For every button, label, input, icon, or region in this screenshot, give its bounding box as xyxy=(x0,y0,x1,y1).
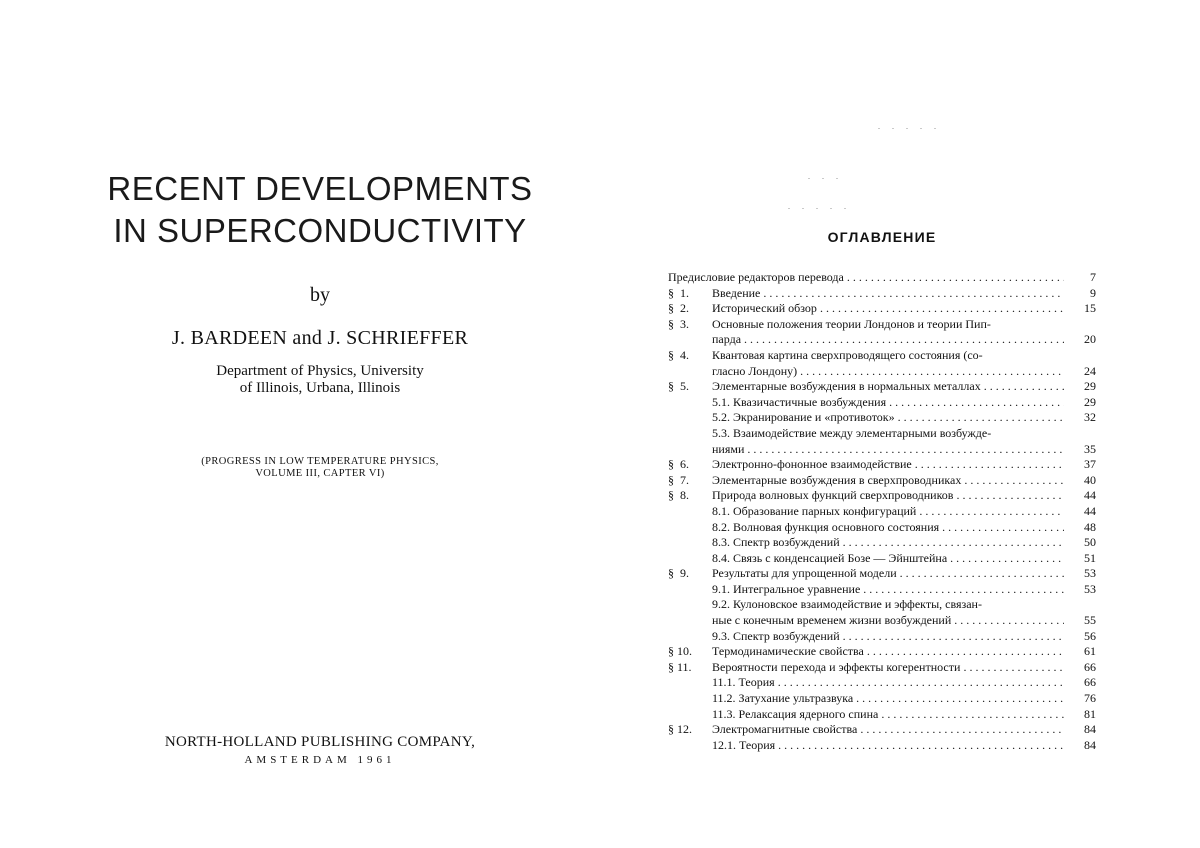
toc-entry xyxy=(668,520,1096,536)
toc-entry xyxy=(668,286,1096,302)
toc-section-number: § 7. xyxy=(668,472,689,487)
toc-entry xyxy=(668,582,1096,598)
toc-page-number: 76 xyxy=(1084,691,1096,706)
contents-page xyxy=(668,0,1096,848)
toc-page-number: 37 xyxy=(1084,457,1096,472)
toc-page-number: 20 xyxy=(1084,332,1096,347)
by-label: by xyxy=(310,284,330,306)
toc-entry xyxy=(668,566,1096,582)
title-line-1: RECENT DEVELOPMENTS xyxy=(107,170,533,207)
toc-entry xyxy=(668,410,1096,426)
department xyxy=(60,363,580,397)
toc-section-number: § 11. xyxy=(668,659,692,674)
toc-page-number: 24 xyxy=(1084,363,1096,378)
toc-entry xyxy=(668,707,1096,723)
toc-entry-title: Вероятности перехода и эффекты когерентности . . . xyxy=(712,660,1064,676)
publisher-block xyxy=(60,734,580,766)
book-title xyxy=(60,168,580,252)
toc-entry-title: Результаты для упрощенной модели . . . xyxy=(712,566,1064,582)
department-line-1: Department of Physics, University xyxy=(216,363,424,379)
toc-page-number: 32 xyxy=(1084,410,1096,425)
toc-entry-title: гласно Лондону) . . . xyxy=(712,364,1064,380)
toc-entry xyxy=(668,473,1096,489)
toc-entry-title: 11.1. Теория . . . xyxy=(712,675,1064,691)
department-line-2: of Illinois, Urbana, Illinois xyxy=(239,380,401,396)
toc-page-number: 9 xyxy=(1090,285,1096,300)
scan-specks: . . . . . xyxy=(878,122,941,131)
toc-entry-title: Термодинамические свойства . . . xyxy=(712,644,1064,660)
toc-page-number: 29 xyxy=(1084,394,1096,409)
toc-section-number: § 8. xyxy=(668,488,689,503)
authors: J. BARDEEN and J. SCHRIEFFER xyxy=(171,327,469,349)
toc-page-number: 84 xyxy=(1084,722,1096,737)
toc-page-number: 66 xyxy=(1084,659,1096,674)
toc-entry-title: 8.1. Образование парных конфигураций . . . xyxy=(712,504,1064,520)
toc-entry xyxy=(668,317,1096,333)
toc-entry xyxy=(668,379,1096,395)
toc-entry xyxy=(668,457,1096,473)
toc-page-number: 66 xyxy=(1084,675,1096,690)
toc-entry-title: 9.1. Интегральное уравнение . . . xyxy=(712,582,1064,598)
toc-entry-title: 9.2. Кулоновское взаимодействие и эффекты, связан- xyxy=(712,597,982,612)
toc-entry-title: Основные положения теории Лондонов и теории Пип- xyxy=(712,316,991,331)
toc-page-number: 44 xyxy=(1084,503,1096,518)
toc-entry-title: Квантовая картина сверхпроводящего состояния (со- xyxy=(712,347,983,362)
toc-page-number: 55 xyxy=(1084,613,1096,628)
toc-entry-title: 12.1. Теория . . . xyxy=(712,738,1064,754)
toc-section-number: § 2. xyxy=(668,301,689,316)
toc-entry-title: 8.2. Волновая функция основного состояния . . . xyxy=(712,520,1064,536)
toc-section-number: § 3. xyxy=(668,316,689,331)
toc-page-number: 61 xyxy=(1084,644,1096,659)
scan-specks: . . . xyxy=(808,172,843,181)
toc-entry-title: Электронно-фононное взаимодействие . . . xyxy=(712,457,1064,473)
toc-entry-title: Элементарные возбуждения в сверхпроводниках . . . xyxy=(712,473,1064,489)
toc-entry xyxy=(668,660,1096,676)
toc-entry xyxy=(668,488,1096,504)
toc-entry-title: Введение . . . xyxy=(712,286,1064,302)
toc-entry xyxy=(668,301,1096,317)
scan-specks: . . . . . xyxy=(788,202,851,211)
toc-page-number: 7 xyxy=(1090,270,1096,284)
toc-entry-title: 11.3. Релаксация ядерного спина . . . xyxy=(712,707,1064,723)
toc-entry xyxy=(668,691,1096,707)
title-page xyxy=(60,0,580,848)
toc-entry xyxy=(668,535,1096,551)
series-note xyxy=(60,456,580,480)
toc-page-number: 29 xyxy=(1084,379,1096,394)
toc-page-number: 40 xyxy=(1084,472,1096,487)
toc-page-number: 51 xyxy=(1084,550,1096,565)
toc-entry xyxy=(668,442,1096,458)
toc-page-number: 81 xyxy=(1084,706,1096,721)
toc-entry xyxy=(668,364,1096,380)
toc-entry-title: 8.3. Спектр возбуждений . . . xyxy=(712,535,1064,551)
toc-entry xyxy=(668,629,1096,645)
toc-entry-title: Электромагнитные свойства . . . xyxy=(712,722,1064,738)
toc-page-number: 50 xyxy=(1084,535,1096,550)
toc-page-number: 48 xyxy=(1084,519,1096,534)
toc-entry-title: ниями . . . xyxy=(712,442,1064,458)
toc-page-number: 53 xyxy=(1084,581,1096,596)
toc-entry xyxy=(668,551,1096,567)
toc-entry xyxy=(668,395,1096,411)
toc-entry xyxy=(668,675,1096,691)
toc-page-number: 35 xyxy=(1084,441,1096,456)
toc-entry-title: 5.1. Квазичастичные возбуждения . . . xyxy=(712,395,1064,411)
toc-entry-title: Исторический обзор . . . xyxy=(712,301,1064,317)
toc-entry xyxy=(668,426,1096,442)
publisher-city-year: AMSTERDAM 1961 xyxy=(244,754,396,766)
series-line-2: VOLUME III, CAPTER VI) xyxy=(255,468,385,479)
toc-entry-title: 5.2. Экранирование и «противоток» . . . xyxy=(712,410,1064,426)
toc-section-number: § 12. xyxy=(668,722,692,737)
toc-section-number: § 5. xyxy=(668,379,689,394)
toc-entry xyxy=(668,597,1096,613)
title-line-2: IN SUPERCONDUCTIVITY xyxy=(113,212,527,249)
toc-entry xyxy=(668,644,1096,660)
toc-entry-title: 5.3. Взаимодействие между элементарными возбужде- xyxy=(712,425,992,440)
toc-entry xyxy=(668,348,1096,364)
toc-page-number: 56 xyxy=(1084,628,1096,643)
toc-entry-title: 8.4. Связь с конденсацией Бозе — Эйнштейна . . . xyxy=(712,551,1064,567)
toc-section-number: § 10. xyxy=(668,644,692,659)
toc-entry-title: Природа волновых функций сверхпроводников . . . xyxy=(712,488,1064,504)
toc-section-number: § 9. xyxy=(668,566,689,581)
toc-page-number: 15 xyxy=(1084,301,1096,316)
toc-page-number: 53 xyxy=(1084,566,1096,581)
toc-entry-title: Элементарные возбуждения в нормальных металлах . . . xyxy=(712,379,1064,395)
table-of-contents xyxy=(668,270,1096,753)
series-line-1: (PROGRESS IN LOW TEMPERATURE PHYSICS, xyxy=(201,456,439,467)
toc-entry xyxy=(668,270,1096,286)
toc-section-number: § 4. xyxy=(668,347,689,362)
toc-entry-title: парда . . . xyxy=(712,332,1064,348)
toc-entry-title: Предисловие редакторов перевода . . . xyxy=(668,270,1064,286)
toc-entry xyxy=(668,332,1096,348)
toc-section-number: § 1. xyxy=(668,285,689,300)
toc-entry-title: 9.3. Спектр возбуждений . . . xyxy=(712,629,1064,645)
contents-heading: ОГЛАВЛЕНИЕ xyxy=(827,229,937,245)
toc-section-number: § 6. xyxy=(668,457,689,472)
toc-entry xyxy=(668,722,1096,738)
toc-entry-title: ные с конечным временем жизни возбуждений . . . xyxy=(712,613,1064,629)
publisher-name: NORTH-HOLLAND PUBLISHING COMPANY, xyxy=(164,734,476,750)
toc-entry xyxy=(668,504,1096,520)
toc-page-number: 84 xyxy=(1084,737,1096,752)
toc-entry-title: 11.2. Затухание ультразвука . . . xyxy=(712,691,1064,707)
toc-page-number: 44 xyxy=(1084,488,1096,503)
toc-entry xyxy=(668,738,1096,754)
toc-entry xyxy=(668,613,1096,629)
